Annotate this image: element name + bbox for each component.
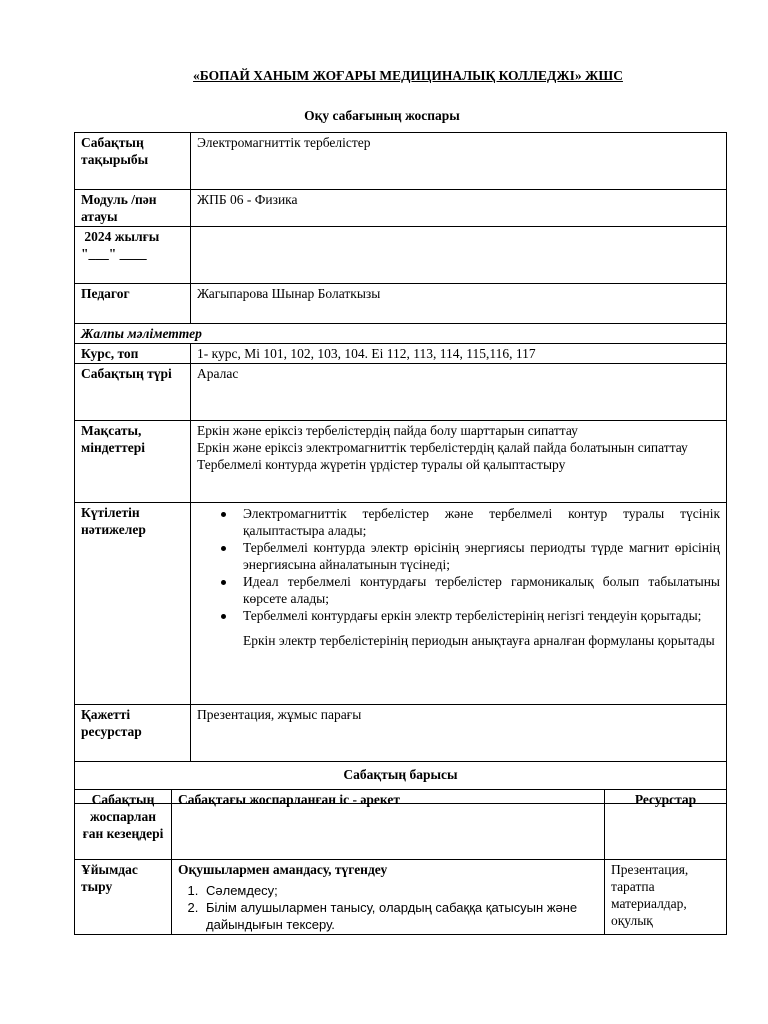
stage-cell: Ұйымдас тыру <box>75 860 172 935</box>
resources-cell: Презентация, таратпа материалдар, оқулық <box>605 860 727 935</box>
step-item: 1. Сәлемдесу; <box>202 882 598 899</box>
action-title: Оқушылармен амандасу, түгендеу <box>178 862 388 877</box>
teacher-row <box>75 284 727 324</box>
topic-row <box>75 133 727 190</box>
step-item: 2. Білім алушылармен танысу, олардың сабаққа қатысуын және дайындығын тексеру. <box>202 899 598 933</box>
module-row <box>75 190 727 227</box>
teacher-label: Педагог <box>75 284 191 324</box>
plan-title: Оқу сабағының жоспары <box>304 108 460 123</box>
course-value: 1- курс, Мі 101, 102, 103, 104. Еі 112, 113, 114, 115,116, 117 <box>191 344 727 364</box>
date-label: 2024 жылғы "___" ____ <box>75 227 191 284</box>
col-action-header: Сабақтағы жоспарланған іс - әрекет <box>172 790 605 860</box>
course-row <box>75 344 727 364</box>
goals-list <box>191 421 727 503</box>
results-list <box>191 503 727 705</box>
results-label: Күтілетін нәтижелер <box>75 503 191 705</box>
goals-row <box>75 421 727 503</box>
goal-item: Еркін және еріксіз тербелістердің пайда болу шарттарын сипаттау <box>197 423 578 438</box>
type-row <box>75 364 727 421</box>
result-item: Электромагниттік тербелістер және тербелмелі контур туралы түсінік қалыптастыра алады; <box>243 506 720 538</box>
col-stage-header: Сабақтың жоспарлан ған кезеңдері <box>75 790 172 860</box>
result-item: Тербелмелі контурдағы еркін электр тербелістерінің негізгі теңдеуін қорытады; <box>243 607 720 624</box>
resources-label: Қажетті ресурстар <box>75 705 191 762</box>
lesson-info-table <box>74 132 727 804</box>
progress-row <box>75 860 727 935</box>
general-row <box>75 324 727 344</box>
type-value: Аралас <box>191 364 727 421</box>
module-value: ЖПБ 06 - Физика <box>191 190 727 227</box>
progress-header-row <box>75 790 727 860</box>
resources-value: Презентация, жұмыс парағы <box>191 705 727 762</box>
general-label: Жалпы мәліметтер <box>75 324 727 344</box>
college-title: «БОПАЙ ХАНЫМ ЖОҒАРЫ МЕДИЦИНАЛЫҚ КОЛЛЕДЖІ» ЖШС <box>193 68 623 83</box>
goal-item: Тербелмелі контурда жүретін үрдістер туралы ой қалыптастыру <box>197 457 566 472</box>
results-row <box>75 503 727 705</box>
lesson-progress-table <box>74 789 727 935</box>
type-label: Сабақтың түрі <box>75 364 191 421</box>
goals-label: Мақсаты, міндеттері <box>75 421 191 503</box>
date-row <box>75 227 727 284</box>
date-value <box>191 227 727 284</box>
progress-section-title: Сабақтың барысы <box>75 762 727 804</box>
teacher-value: Жагыпарова Шынар Болаткызы <box>191 284 727 324</box>
result-item: Идеал тербелмелі контурдағы тербелістер гармоникалық болып табылатыны көрсете алады; <box>243 574 720 606</box>
result-extra: Еркін электр тербелістерінің периодын анықтауға арналған формуланы қорытады <box>243 633 715 648</box>
topic-label: Сабақтың тақырыбы <box>75 133 191 190</box>
topic-value: Электромагниттік тербелістер <box>191 133 727 190</box>
col-resources-header: Ресурстар <box>605 790 727 860</box>
action-cell <box>172 860 605 935</box>
result-item: Тербелмелі контурда электр өрісінің энергиясы периодты түрде магнит өрісінің энергиясына айналатынын түсінеді; <box>243 540 720 572</box>
module-label: Модуль /пән атауы <box>75 190 191 227</box>
resources-row <box>75 705 727 762</box>
goal-item: Еркін және еріксіз электромагниттік тербелістердің қалай пайда болатынын сипаттау <box>197 440 688 455</box>
course-label: Курс, топ <box>75 344 191 364</box>
